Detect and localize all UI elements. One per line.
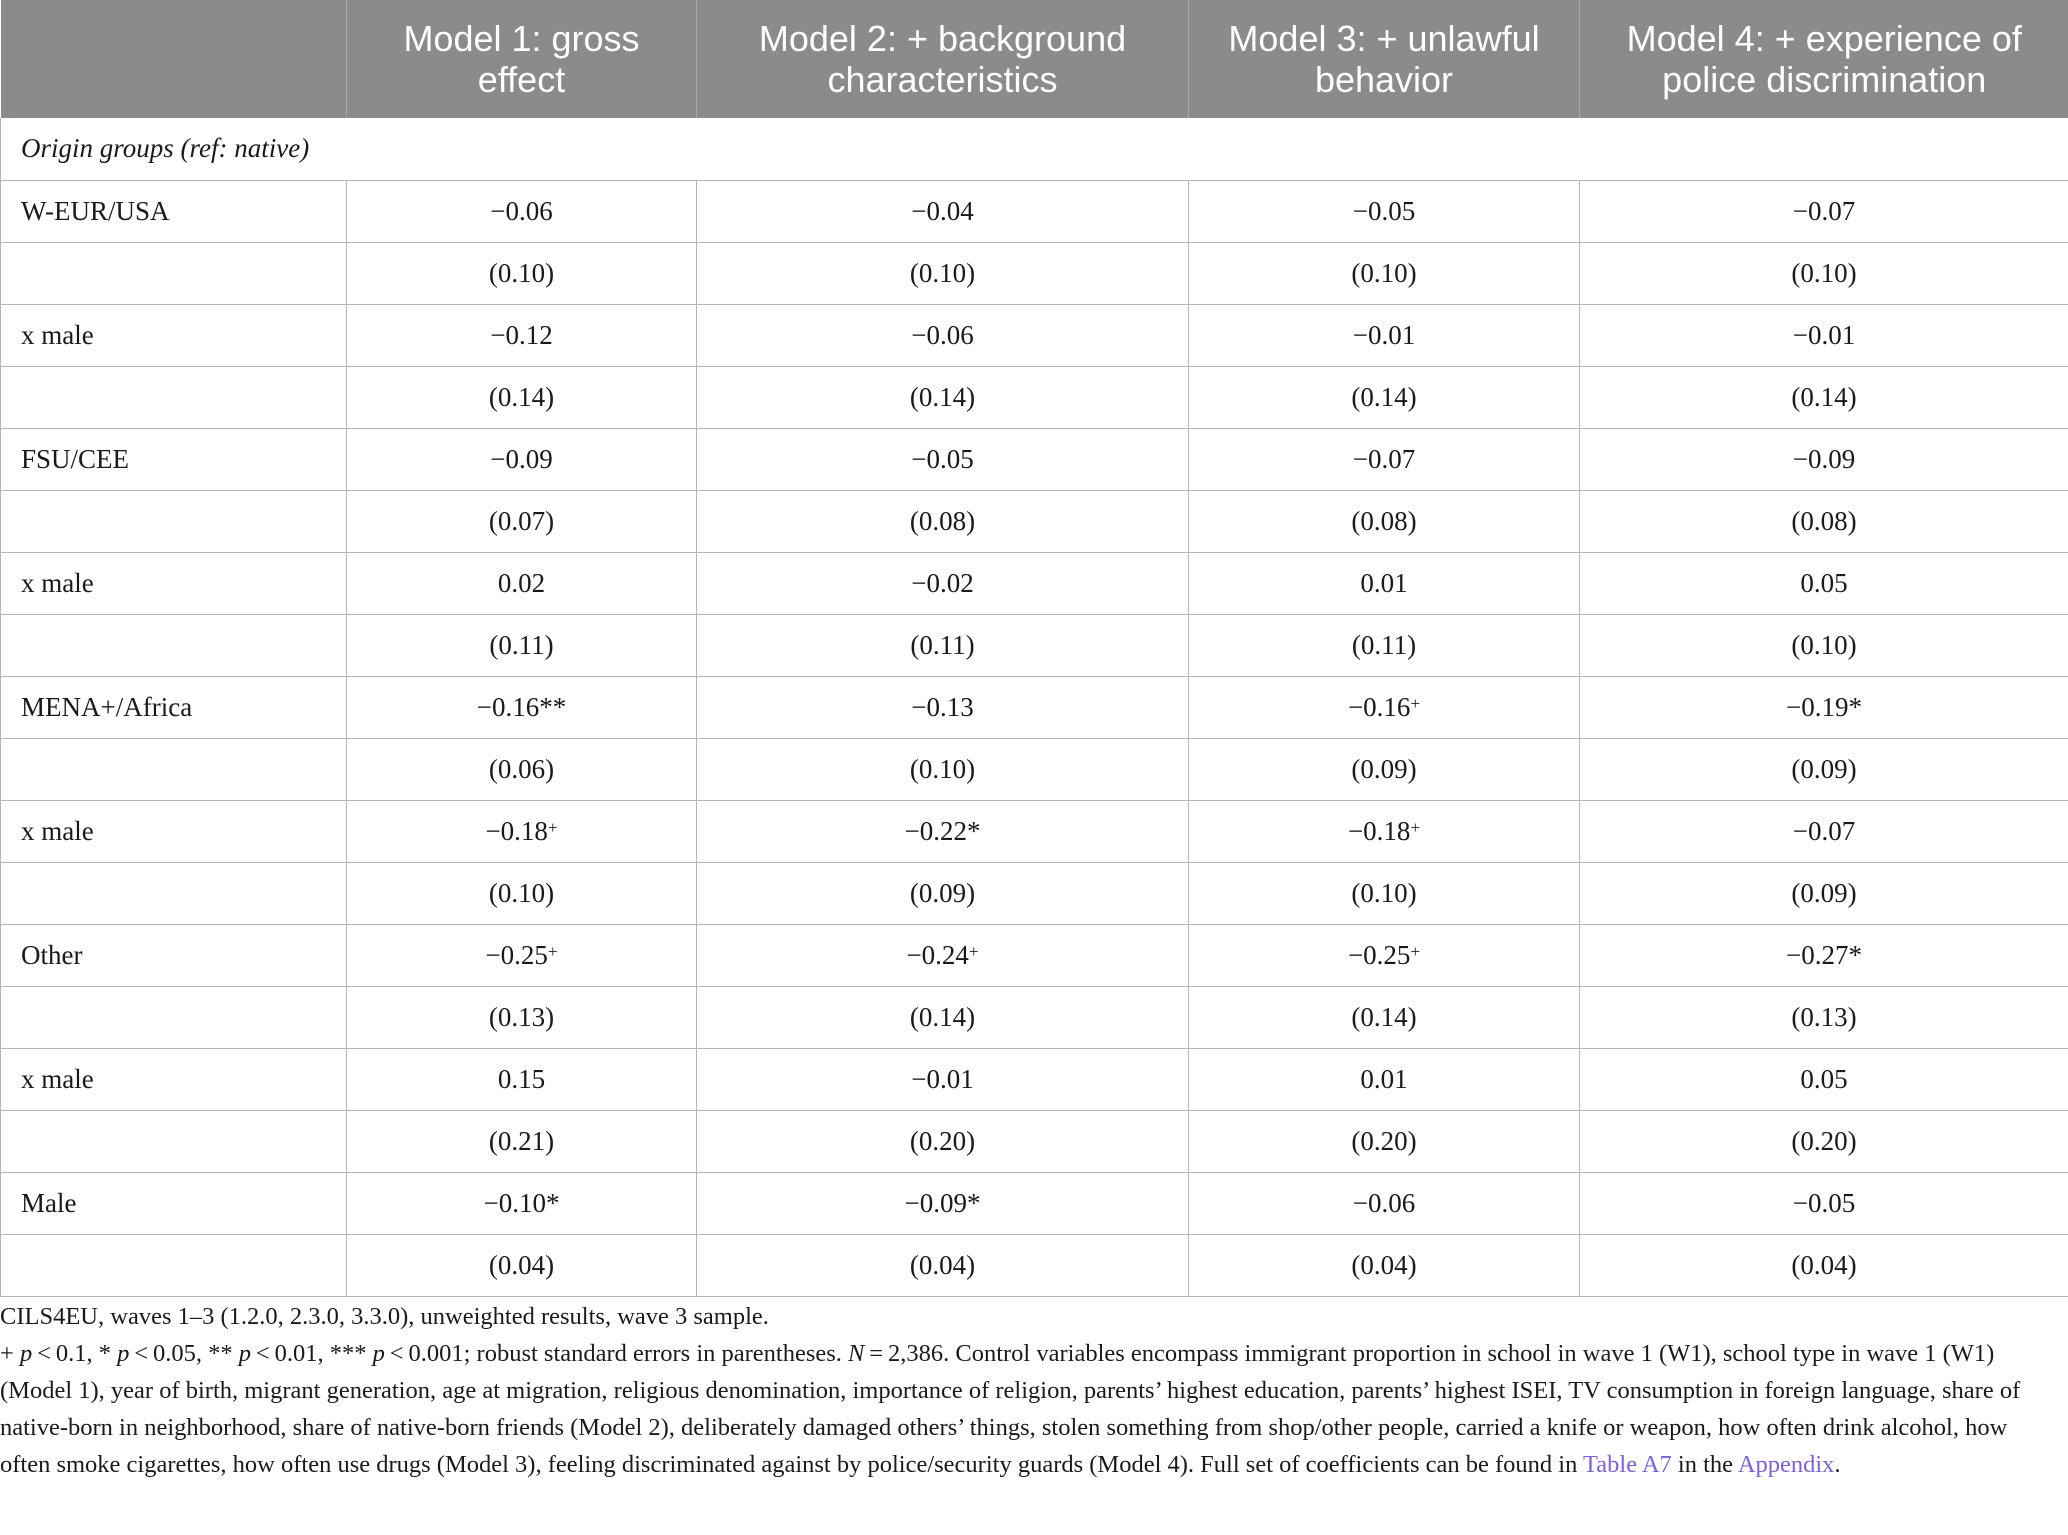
coefficient-cell — [697, 614, 1189, 676]
row-label — [1, 490, 347, 552]
coefficient-cell — [1189, 1048, 1580, 1110]
coefficient-cell — [697, 1234, 1189, 1296]
coefficient-cell — [1189, 242, 1580, 304]
cell-value: −0.09 — [490, 443, 553, 474]
row-label: x male — [1, 1048, 347, 1110]
coefficient-cell — [1189, 304, 1580, 366]
cell-value: 0.15 — [497, 1063, 546, 1094]
note-text: . — [1834, 1451, 1841, 1478]
cell-value: (0.20) — [1351, 1125, 1417, 1156]
table-row — [1, 242, 2068, 304]
cell-value: −0.07 — [1352, 443, 1416, 474]
row-label: MENA+/Africa — [1, 676, 347, 738]
table-row — [1, 1234, 2068, 1296]
cell-value: −0.05 — [1792, 1187, 1856, 1218]
cell-value: (0.11) — [1351, 629, 1417, 660]
coefficient-cell — [347, 738, 697, 800]
table-row — [1, 614, 2068, 676]
source-note: CILS4EU, waves 1–3 (1.2.0, 2.3.0, 3.3.0), unweighted results, wave 3 sample. — [0, 1303, 769, 1330]
coefficient-cell — [347, 676, 697, 738]
coefficient-cell — [1580, 986, 2068, 1048]
coefficient-cell — [697, 1048, 1189, 1110]
table-row — [1, 1172, 2068, 1234]
coefficient-cell — [1580, 800, 2068, 862]
cell-value: −0.10* — [483, 1187, 560, 1218]
table-row — [1, 490, 2068, 552]
cell-value: −0.25 — [485, 939, 548, 970]
cell-value: (0.14) — [1351, 1001, 1417, 1032]
coefficient-cell — [697, 1110, 1189, 1172]
significance-marker: + — [547, 941, 558, 961]
cell-value: (0.21) — [488, 1125, 555, 1156]
row-label: FSU/CEE — [1, 428, 347, 490]
cell-value: (0.14) — [909, 1001, 976, 1032]
coefficient-cell — [1189, 800, 1580, 862]
cell-value: −0.19* — [1786, 691, 1862, 722]
significance-marker: + — [1410, 817, 1421, 837]
note-text: p — [238, 1340, 251, 1367]
row-label — [1, 738, 347, 800]
cell-value: −0.16 — [1347, 691, 1411, 722]
header-cell-model-4: Model 4: + experience of police discrimination — [1580, 0, 2068, 118]
note-text: < 0.01, *** — [250, 1340, 373, 1367]
coefficient-cell — [697, 924, 1189, 986]
coefficient-cell — [347, 1048, 697, 1110]
table-row — [1, 862, 2068, 924]
coefficient-cell — [1189, 1234, 1580, 1296]
coefficient-cell — [347, 490, 697, 552]
coefficient-cell — [347, 1234, 697, 1296]
section-row — [1, 118, 2068, 180]
coefficient-cell — [347, 552, 697, 614]
cell-value: (0.14) — [1351, 381, 1417, 412]
coefficient-cell — [1189, 552, 1580, 614]
cell-value: −0.16** — [476, 691, 567, 722]
significance-marker: + — [968, 941, 979, 961]
cell-value: −0.07 — [1792, 195, 1856, 226]
table-a7-link[interactable]: Table A7 — [1583, 1451, 1672, 1478]
significance-note — [0, 1335, 2060, 1483]
cell-value: −0.01 — [1352, 319, 1416, 350]
header-cell-blank — [1, 0, 347, 118]
coefficient-cell — [1580, 1110, 2068, 1172]
coefficient-cell — [1189, 1172, 1580, 1234]
cell-value: 0.01 — [1360, 567, 1408, 598]
section-label: Origin groups (ref: native) — [1, 118, 2068, 180]
cell-value: (0.20) — [909, 1125, 976, 1156]
note-text: p — [117, 1340, 130, 1367]
cell-value: (0.04) — [1791, 1249, 1857, 1280]
significance-marker: + — [1410, 941, 1421, 961]
coefficient-cell — [347, 180, 697, 242]
cell-value: 0.01 — [1360, 1063, 1408, 1094]
cell-value: −0.01 — [911, 1063, 974, 1094]
note-text: < 0.001; robust standard errors in parentheses. — [384, 1340, 849, 1367]
coefficient-cell — [1580, 1048, 2068, 1110]
table-row — [1, 428, 2068, 490]
note-text: < 0.1, * — [32, 1340, 118, 1367]
table-notes — [0, 1298, 2060, 1483]
cell-value: (0.09) — [1791, 753, 1857, 784]
table-row — [1, 1048, 2068, 1110]
coefficient-cell — [697, 1172, 1189, 1234]
table-row — [1, 986, 2068, 1048]
coefficient-cell — [1189, 1110, 1580, 1172]
coefficient-cell — [347, 1110, 697, 1172]
cell-value: (0.10) — [1791, 257, 1857, 288]
table-row — [1, 676, 2068, 738]
cell-value: (0.20) — [1791, 1125, 1857, 1156]
cell-value: −0.27* — [1786, 939, 1862, 970]
coefficient-cell — [1580, 1172, 2068, 1234]
note-text: p — [372, 1340, 385, 1367]
significance-marker: + — [547, 817, 558, 837]
cell-value: (0.11) — [910, 629, 975, 660]
cell-value: −0.09* — [904, 1187, 981, 1218]
coefficient-cell — [1580, 1234, 2068, 1296]
cell-value: (0.11) — [489, 629, 554, 660]
coefficient-cell — [697, 986, 1189, 1048]
coefficient-cell — [1580, 552, 2068, 614]
cell-value: (0.14) — [1791, 381, 1857, 412]
coefficient-cell — [1580, 676, 2068, 738]
cell-value: (0.10) — [1791, 629, 1857, 660]
cell-value: −0.05 — [911, 443, 974, 474]
table-row — [1, 800, 2068, 862]
coefficient-cell — [1580, 180, 2068, 242]
cell-value: (0.10) — [1351, 877, 1417, 908]
cell-value: (0.04) — [909, 1249, 976, 1280]
note-text: p — [19, 1340, 33, 1367]
coefficient-cell — [347, 304, 697, 366]
cell-value: −0.24 — [906, 939, 969, 970]
coefficient-cell — [1580, 614, 2068, 676]
coefficient-cell — [697, 180, 1189, 242]
coefficient-cell — [1189, 676, 1580, 738]
significance-marker: + — [1410, 693, 1421, 713]
cell-value: (0.14) — [909, 381, 976, 412]
cell-value: (0.04) — [488, 1249, 555, 1280]
cell-value: −0.09 — [1792, 443, 1856, 474]
cell-value: −0.25 — [1347, 939, 1411, 970]
coefficient-cell — [1189, 862, 1580, 924]
coefficient-cell — [1580, 242, 2068, 304]
cell-value: (0.14) — [488, 381, 555, 412]
row-label: W-EUR/USA — [1, 180, 347, 242]
coefficient-cell — [697, 862, 1189, 924]
coefficient-cell — [697, 428, 1189, 490]
cell-value: (0.10) — [909, 753, 976, 784]
coefficient-cell — [697, 242, 1189, 304]
coefficient-cell — [347, 800, 697, 862]
row-label: x male — [1, 800, 347, 862]
coefficient-cell — [1580, 428, 2068, 490]
table-row — [1, 366, 2068, 428]
cell-value: (0.08) — [1351, 505, 1417, 536]
cell-value: (0.06) — [488, 753, 555, 784]
header-cell-model-2: Model 2: + background characteristics — [697, 0, 1189, 118]
header-cell-model-3: Model 3: + unlawful behavior — [1189, 0, 1580, 118]
row-label: Male — [1, 1172, 347, 1234]
row-label: Other — [1, 924, 347, 986]
coefficient-cell — [697, 552, 1189, 614]
coefficient-cell — [1189, 180, 1580, 242]
coefficient-cell — [347, 366, 697, 428]
coefficient-cell — [697, 676, 1189, 738]
cell-value: −0.12 — [490, 319, 553, 350]
coefficient-cell — [697, 738, 1189, 800]
cell-value: (0.08) — [909, 505, 976, 536]
cell-value: (0.07) — [488, 505, 555, 536]
cell-value: 0.05 — [1800, 1063, 1848, 1094]
coefficient-cell — [1189, 490, 1580, 552]
header-row — [1, 0, 2068, 118]
coefficient-cell — [1189, 366, 1580, 428]
cell-value: −0.13 — [911, 691, 974, 722]
row-label — [1, 862, 347, 924]
row-label: x male — [1, 552, 347, 614]
coefficient-cell — [1189, 738, 1580, 800]
table-row — [1, 924, 2068, 986]
note-text: N — [848, 1340, 865, 1367]
note-text: in the — [1671, 1451, 1738, 1478]
coefficient-cell — [347, 428, 697, 490]
row-label — [1, 242, 347, 304]
cell-value: −0.06 — [911, 319, 974, 350]
coefficient-cell — [1580, 738, 2068, 800]
cell-value: (0.09) — [1791, 877, 1857, 908]
cell-value: −0.22* — [904, 815, 981, 846]
table-row — [1, 738, 2068, 800]
header-cell-model-1: Model 1: gross effect — [347, 0, 697, 118]
cell-value: −0.04 — [911, 195, 974, 226]
cell-value: −0.06 — [490, 195, 553, 226]
coefficient-cell — [697, 304, 1189, 366]
coefficient-cell — [1189, 614, 1580, 676]
cell-value: −0.18 — [485, 815, 548, 846]
coefficient-cell — [347, 242, 697, 304]
cell-value: (0.09) — [1351, 753, 1417, 784]
cell-value: 0.05 — [1800, 567, 1848, 598]
cell-value: (0.13) — [1791, 1001, 1857, 1032]
cell-value: (0.10) — [488, 257, 555, 288]
cell-value: (0.04) — [1351, 1249, 1417, 1280]
table-row — [1, 304, 2068, 366]
cell-value: −0.05 — [1352, 195, 1416, 226]
coefficient-cell — [697, 490, 1189, 552]
cell-value: −0.18 — [1347, 815, 1411, 846]
table-row — [1, 1110, 2068, 1172]
appendix-link[interactable]: Appendix — [1737, 1451, 1835, 1478]
note-text: < 0.05, ** — [129, 1340, 239, 1367]
coefficient-cell — [347, 614, 697, 676]
cell-value: (0.09) — [909, 877, 976, 908]
note-text: = 2,386. Control variables encompass immigrant proportion in school in wave 1 (W1), school type in wave 1 (W1) (Model 1), year of birth, migrant generation, age at migration, religious denomination, importance of religion, parents’ highest education, parents’ highest ISEI, TV consumption in foreign language, share of native-born in neighborhood, share of native-born friends (Model 2), deliberately damaged others’ things, stolen something from shop/other people, carried a knife or weapon, how often drink alcohol, how often smoke cigarettes, how often use drugs (Model 3), feeling discriminated against by police/security guards (Model 4). Full set of coefficients can be found in — [0, 1340, 2021, 1478]
coefficient-cell — [1189, 986, 1580, 1048]
row-label — [1, 366, 347, 428]
cell-value: −0.02 — [911, 567, 974, 598]
row-label: x male — [1, 304, 347, 366]
cell-value: −0.01 — [1792, 319, 1856, 350]
cell-value: −0.07 — [1792, 815, 1856, 846]
cell-value: (0.08) — [1791, 505, 1857, 536]
coefficient-cell — [1189, 428, 1580, 490]
row-label — [1, 1234, 347, 1296]
note-text: + — [0, 1340, 20, 1367]
table-row — [1, 552, 2068, 614]
cell-value: (0.10) — [909, 257, 976, 288]
coefficient-cell — [1580, 490, 2068, 552]
cell-value: 0.02 — [497, 567, 546, 598]
table-body — [1, 118, 2068, 1296]
cell-value: (0.10) — [488, 877, 555, 908]
coefficient-cell — [1580, 862, 2068, 924]
cell-value: −0.06 — [1352, 1187, 1416, 1218]
cell-value: (0.10) — [1351, 257, 1417, 288]
coefficient-cell — [347, 986, 697, 1048]
cell-value: (0.13) — [488, 1001, 555, 1032]
row-label — [1, 1110, 347, 1172]
table-row — [1, 180, 2068, 242]
coefficient-cell — [347, 1172, 697, 1234]
coefficient-cell — [1580, 304, 2068, 366]
coefficient-cell — [697, 366, 1189, 428]
coefficient-cell — [1189, 924, 1580, 986]
coefficient-cell — [1580, 366, 2068, 428]
coefficient-cell — [347, 924, 697, 986]
coefficient-cell — [347, 862, 697, 924]
row-label — [1, 986, 347, 1048]
coefficient-cell — [697, 800, 1189, 862]
coefficient-cell — [1580, 924, 2068, 986]
row-label — [1, 614, 347, 676]
